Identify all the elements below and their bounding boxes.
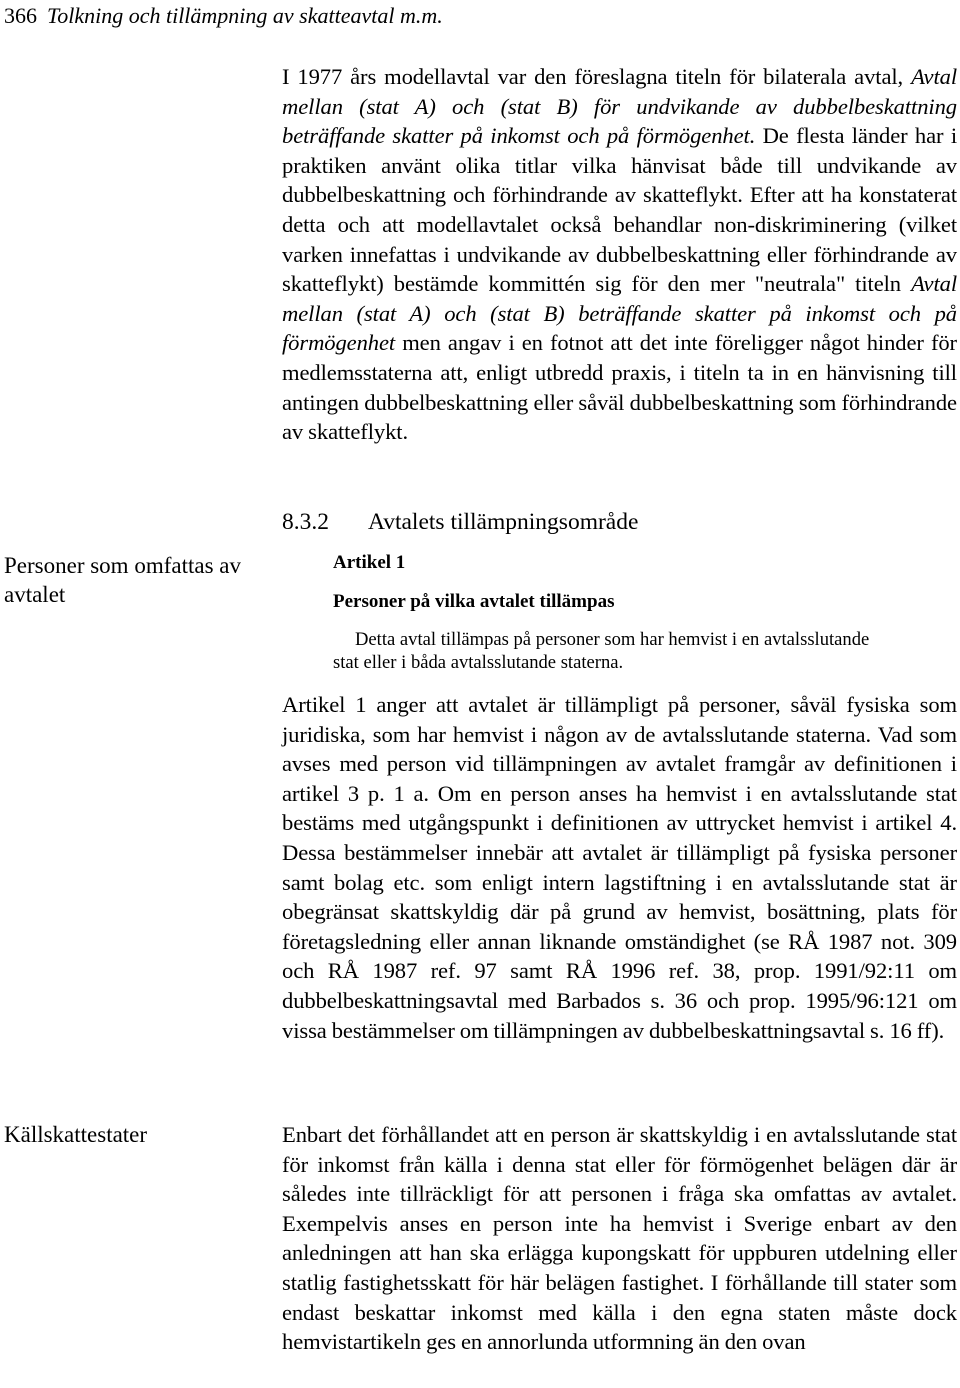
section-heading: [282, 507, 638, 537]
article-text-line-1: Detta avtal tillämpas på personer som har hemvist i en avtalsslutande: [355, 629, 870, 650]
para1-text-b: De flesta länder har i praktiken använt olika titlar vilka hänvisat både till undvikande av dubbelbeskattning och förhindrande av skatteflykt. Efter att ha konstaterat detta och att modellavtalet också behandlar non-diskriminering (vilket varken innefattas i undvikande av dubbelbeskattning eller förhindrande av skatteflykt) bestämde kommittén sig för den mer "neutrala" titeln: [282, 123, 957, 297]
para2-text: Artikel 1 anger att avtalet är tillämpligt på personer, såväl fysiska som juridiska, som har hemvist i någon av de avtalsslutande staterna. Vad som avses med person vid tillämpningen av avtalet framgår av definitionen i artikel 3 p. 1 a. Om en person anses ha hemvist i en avtalsslutande stat bestäms med utgångspunkt i definitionen av uttrycket hemvist i artikel 4. Dessa bestämmelser innebär att avtalet är tillämpligt på fysiska personer samt bolag etc. som enligt intern lagstiftning i en avtalsslutande stat är obegränsat skattskyldig där på grund av hemvist, bosättning, plats för företagsledning eller annan liknande omständighet (se RÅ 1987 not. 309 och RÅ 1987 ref. 97 samt RÅ 1996 ref. 38, prop. 1991/92:11 om dubbelbeskattningsavtal med Barbados s. 36 och prop. 1995/96:121 om vissa bestämmelser om tillämpningen av dubbelbeskattningsavtal s. 16 ff).: [282, 692, 957, 1043]
paragraph-source-states: [282, 1120, 957, 1357]
para1-text-a: I 1977 års modellavtal var den föreslagna titeln för bilaterala avtal,: [282, 64, 912, 89]
running-head-title: Tolkning och tillämpning av skatteavtal m.m.: [47, 3, 443, 28]
article-label: Artikel 1: [333, 552, 406, 573]
margin-note-persons: Personer som omfattas av avtalet: [4, 553, 241, 607]
para3-text: Enbart det förhållandet att en person är skattskyldig i en avtalsslutande stat för inkomst från källa i denna stat eller för förmögenhet belägen där är således inte tillräckligt för att personen i fråga ska omfattas av avtalet. Exempelvis anses en person inte ha hemvist i Sverige enbart av den anledningen att han ska erlägga kupongskatt för uppburen utdelning eller statlig fastighetsskatt för här belägen fastighet. I förhållande till stater som endast beskattar inkomst med källa i den egna staten måste dock hemvistartikeln ges en annorlunda utformning än den ovan: [282, 1122, 957, 1355]
margin-note-source-states: Källskattestater: [4, 1122, 148, 1147]
para1-text-c: men angav i en fotnot att det inte föreligger något hinder för medlemsstaterna att, enligt utbredd praxis, i titeln ta in en hänvisning till antingen dubbelbeskattning eller såväl dubbelbeskattning som förhindrande av skatteflykt.: [282, 330, 957, 445]
section-title: Avtalets tillämpningsområde: [368, 509, 639, 535]
para1-title-1977: Avtal mellan (stat A) och (stat B) för undvikande av dubbelbeskattning beträffande skatter på inkomst och på förmögenhet.: [282, 64, 957, 149]
paragraph-article-1: [282, 690, 957, 1045]
page-number: 366: [4, 3, 37, 28]
article-text-line-2: stat eller i båda avtalsslutande staterna.: [333, 652, 624, 673]
running-head: [4, 2, 443, 30]
para1-title-neutral: Avtal mellan (stat A) och (stat B) beträffande skatter på inkomst och på förmögenhet: [282, 271, 957, 356]
article-heading: Personer på vilka avtalet tillämpas: [333, 591, 615, 612]
article-text: [333, 628, 957, 674]
paragraph-model-title: [282, 62, 957, 447]
section-number: 8.3.2: [282, 509, 329, 535]
